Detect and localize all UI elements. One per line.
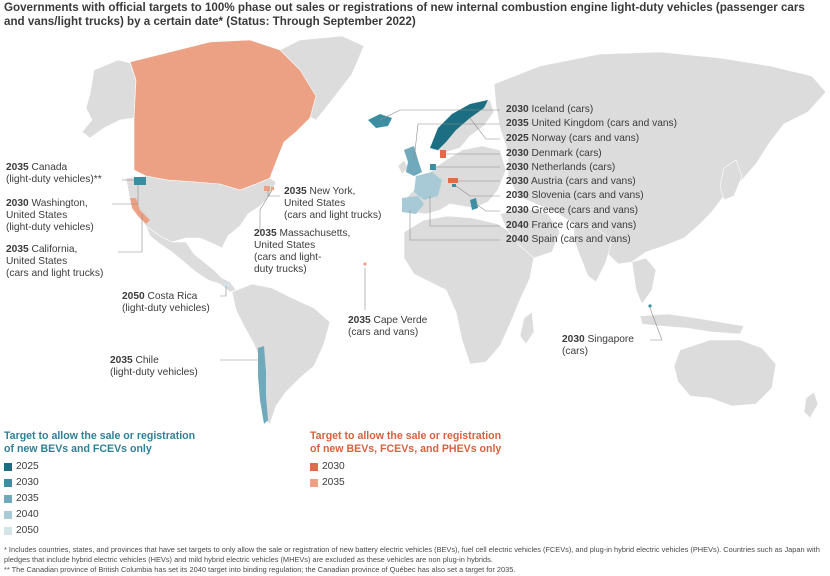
region-costa-rica <box>224 283 229 287</box>
legend-item-2040: 2040 <box>16 509 39 520</box>
land-madagascar <box>520 312 534 344</box>
label-slovenia: 2030 Slovenia (cars and vans) <box>506 190 644 201</box>
label-canada: 2035 Canada (light-duty vehicles)** <box>6 162 102 185</box>
land-alaska <box>82 60 136 138</box>
legend-item-orange-2035: 2035 <box>322 477 345 488</box>
label-costa-rica: 2050 Costa Rica (light-duty vehicles) <box>122 291 210 314</box>
legend-swatch-orange-2030 <box>310 463 318 471</box>
legend-swatch-2035 <box>4 495 12 503</box>
legend-item-2050: 2050 <box>16 525 39 536</box>
legend-right-title: Target to allow the sale or registration of new BEVs, FCEVs, and PHEVs only <box>310 430 502 455</box>
label-spain: 2040 Spain (cars and vans) <box>506 234 631 245</box>
map-title: Governments with official targets to 100% phase out sales or registrations of new internal combustion engine light-duty vehicles (passenger cars and vans/light trucks) by a certain date* (Status: Through September 2022) <box>4 1 805 28</box>
footnote-1: * Includes countries, states, and provinces that have set targets to only allow the sale or registration of new battery electric vehicles (BEVs), fuel cell electric vehicles (FCEVs), and plug-in hybrid electric vehicles (PHEVs). Countries such as Japan with pledges that include hybrid electric vehicles (HEVs) and mild hybrid electric vehicles (MHEVs) are excluded as these vehicles are non plug-in hybrids. <box>4 545 820 564</box>
label-iceland: 2030 Iceland (cars) <box>506 104 594 115</box>
label-norway: 2025 Norway (cars and vans) <box>506 133 640 144</box>
label-austria: 2030 Austria (cars and vans) <box>506 176 636 187</box>
legend-item-2025: 2025 <box>16 461 39 472</box>
label-singapore: 2030 Singapore (cars) <box>562 334 634 357</box>
region-slovenia <box>452 184 456 187</box>
legend-item-orange-2030: 2030 <box>322 461 345 472</box>
footnote-2: ** The Canadian province of British Columbia has set its 2040 target into binding regulation; the Canadian province of Québec has also set a target for 2035. <box>4 565 516 574</box>
region-massachusetts <box>271 187 274 190</box>
leader-california <box>118 214 142 252</box>
legend-swatch-2050 <box>4 527 12 535</box>
region-austria <box>448 178 458 183</box>
legend-swatch-2040 <box>4 511 12 519</box>
land-australia <box>674 340 776 406</box>
land-se-asia <box>632 258 656 304</box>
label-california: 2035 California, United States (cars and light trucks) <box>6 244 104 279</box>
region-cape-verde <box>363 262 366 265</box>
region-canada <box>130 40 316 190</box>
legend-left-title: Target to allow the sale or registration of new BEVs and FCEVs only <box>4 430 196 455</box>
region-singapore <box>648 304 651 307</box>
region-uk <box>404 146 422 176</box>
land-indonesia <box>640 314 744 334</box>
legend-swatch-orange-2035 <box>310 479 318 487</box>
region-washington <box>134 177 146 185</box>
region-new-york <box>264 186 270 191</box>
land-south-america <box>232 284 330 424</box>
label-chile: 2035 Chile (light-duty vehicles) <box>110 355 198 378</box>
legend-item-2035: 2035 <box>16 493 39 504</box>
label-denmark: 2030 Denmark (cars) <box>506 148 602 159</box>
label-uk: 2035 United Kingdom (cars and vans) <box>506 118 678 129</box>
land-new-zealand <box>804 392 818 418</box>
label-netherlands: 2030 Netherlands (cars) <box>506 162 616 173</box>
legend-swatch-2025 <box>4 463 12 471</box>
region-denmark <box>440 150 446 158</box>
label-massachusetts: 2035 Massachusetts, United States (cars and light- duty trucks) <box>254 228 351 275</box>
legend-item-2030: 2030 <box>16 477 39 488</box>
label-france: 2040 France (cars and vans) <box>506 220 637 231</box>
label-greece: 2030 Greece (cars and vans) <box>506 205 638 216</box>
label-washington: 2030 Washington, United States (light-duty vehicles) <box>6 198 94 233</box>
legend-swatch-2030 <box>4 479 12 487</box>
label-new-york: 2035 New York, United States (cars and light trucks) <box>284 186 382 221</box>
label-cape-verde: 2035 Cape Verde (cars and vans) <box>348 315 428 338</box>
